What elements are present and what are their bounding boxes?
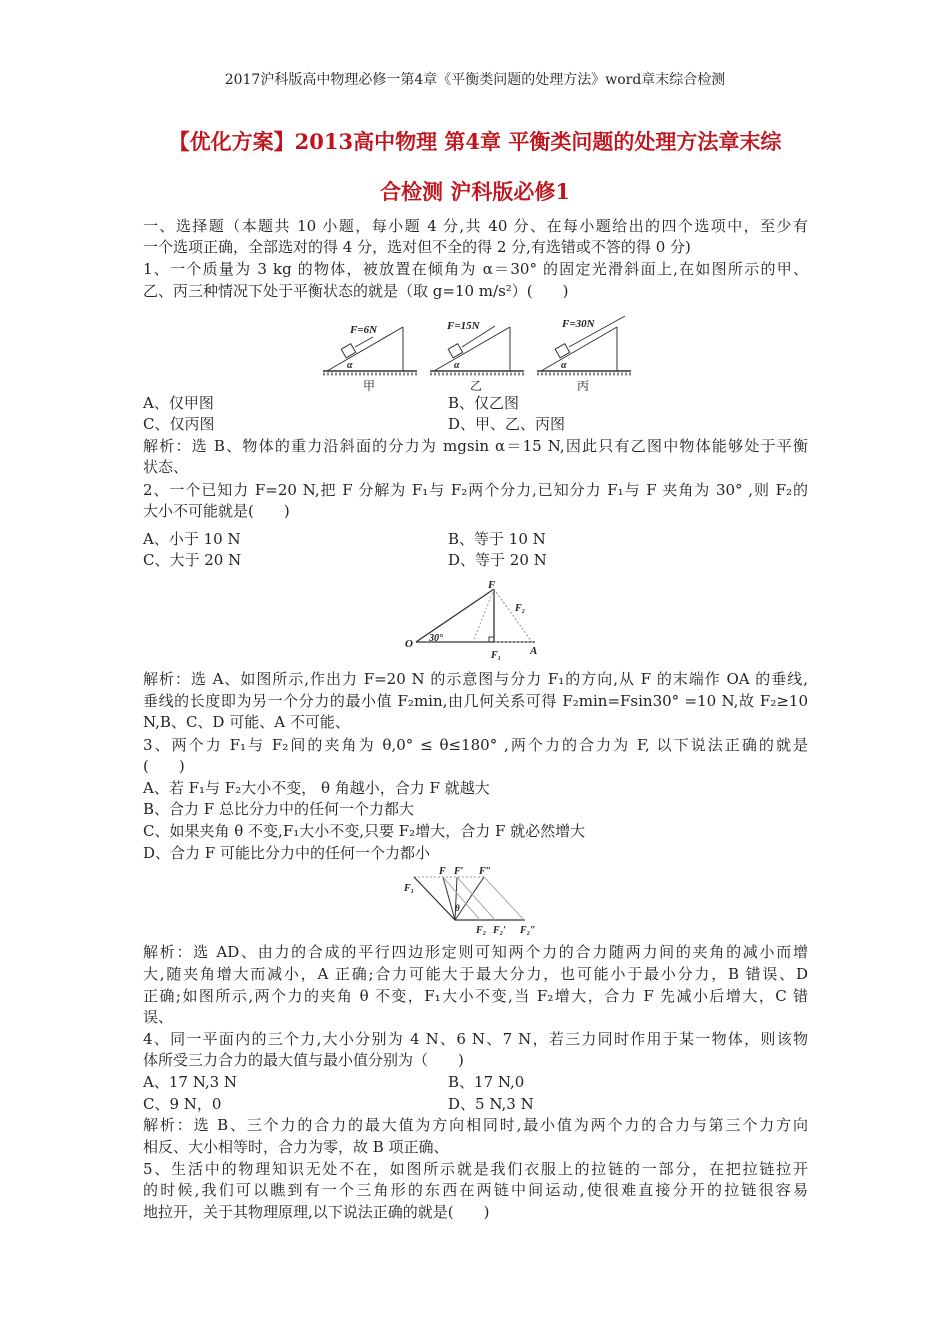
question-1-stem: 1、一个质量为 3 kg 的物体，被放置在倾角为 α＝30° 的固定光滑斜面上,在如图所示的甲、 (143, 260, 808, 278)
incline-figure-jia (323, 324, 417, 393)
label-a: A (530, 645, 538, 657)
label-f2-prime: F₂′ (493, 925, 506, 936)
question-5-stem: 的时候,我们可以瞧到有一个三角形的东西在两链中间运动,使很难直接分开的拉链很容易 (143, 1181, 808, 1199)
question-3-analysis: 解析：选 AD、由力的合成的平行四边形定则可知两个力的合力随两力间的夹角的减小而增 (143, 943, 808, 961)
option-d: D、5 N,3 N (448, 1095, 534, 1113)
question-4-analysis: 相反、大小相等时，合力为零，故 B 项正确、 (143, 1138, 449, 1156)
incline-figures (315, 310, 635, 395)
option-a: A、小于 10 N (143, 530, 241, 548)
figure-caption: 乙 (470, 379, 483, 393)
force-label: F=15N (447, 320, 480, 332)
section-intro: 一、选择题（本题共 10 小题，每小题 4 分,共 40 分、在每小题给出的四个选项中，至少有 (143, 217, 808, 235)
label-f-double-prime: F″ (479, 866, 492, 877)
label-f1: F₁ (404, 883, 415, 894)
page-header: 2017沪科版高中物理必修一第4章《平衡类问题的处理方法》word章末综合检测 (224, 72, 726, 88)
option-d: D、等于 20 N (448, 551, 547, 569)
question-1-analysis: 状态、 (143, 458, 189, 476)
parallelogram-figure (400, 860, 550, 940)
option-d: D、甲、乙、丙图 (448, 415, 566, 433)
question-4-stem: 体所受三力合力的最大值与最小值分别为（ ) (143, 1051, 464, 1069)
label-f: F (439, 866, 446, 877)
label-f2: F₂ (476, 925, 487, 936)
question-3-stem: 3、两个力 F₁与 F₂间的夹角为 θ,0° ≤ θ≤180° ,两个力的合力为 F, 以下说法正确的就是 (143, 736, 808, 754)
label-f1: F₁ (491, 650, 502, 661)
question-2-analysis: N,B、C、D 可能、A 不可能、 (143, 713, 350, 731)
option-b: B、合力 F 总比分力中的任何一个力都大 (143, 800, 414, 818)
incline-figure-bing (537, 316, 631, 393)
option-c: C、9 N，0 (143, 1095, 222, 1113)
title-line-1: 【优化方案】2013高中物理 第4章 平衡类问题的处理方法章末综 (168, 129, 782, 154)
label-o: O (405, 638, 413, 650)
question-2-analysis: 解析：选 A、如图所示,作出力 F=20 N 的示意图与分力 F₁的方向,从 F 的末端作 OA 的垂线, (143, 670, 808, 688)
angle-label: α (561, 360, 567, 371)
option-d: D、合力 F 可能比分力中的任何一个力都小 (143, 844, 430, 862)
question-2-stem: 大小不可能就是( ) (143, 502, 290, 520)
force-decomposition-figure (395, 575, 555, 665)
question-2-analysis: 垂线的长度即为另一个分力的最小值 F₂min,由几何关系可得 F₂min=Fsin30° =10 N,故 F₂≥10 (143, 692, 808, 710)
option-c: C、大于 20 N (143, 551, 242, 569)
question-3-analysis: 误、 (143, 1008, 174, 1026)
title-line-2: 合检测 沪科版必修1 (380, 179, 570, 204)
force-label: F=6N (350, 324, 378, 336)
section-intro: 一个选项正确，全部选对的得 4 分，选对但不全的得 2 分,有选错或不答的得 0 分) (143, 238, 691, 256)
angle-label: α (454, 360, 460, 371)
figure-caption: 丙 (577, 379, 590, 393)
option-a: A、若 F₁与 F₂大小不变， θ 角越小，合力 F 就越大 (143, 779, 490, 797)
question-5-stem: 地拉开，关于其物理原理,以下说法正确的就是( ) (143, 1203, 490, 1221)
option-b: B、17 N,0 (448, 1073, 525, 1091)
question-1-stem: 乙、丙三种情况下处于平衡状态的就是（取 g=10 m/s²）( ) (143, 282, 569, 300)
question-3-stem: ( ) (143, 757, 185, 775)
figure-caption: 甲 (363, 379, 376, 393)
label-f2-double-prime: F₂″ (520, 925, 536, 936)
label-f: F (488, 579, 496, 591)
question-3-analysis: 大,随夹角增大而减小，A 正确;合力可能大于最大分力，也可能小于最小分力，B 错误、D (143, 965, 808, 983)
angle-label: α (347, 360, 353, 371)
question-4-stem: 4、同一平面内的三个力,大小分别为 4 N、6 N、7 N，若三力同时作用于某一物体，则该物 (143, 1030, 808, 1048)
option-a: A、仅甲图 (143, 394, 214, 412)
option-c: C、如果夹角 θ 不变,F₁大小不变,只要 F₂增大，合力 F 就必然增大 (143, 822, 586, 840)
incline-figure-yi (430, 320, 524, 393)
question-3-analysis: 正确;如图所示,两个力的夹角 θ 不变，F₁大小不变,当 F₂增大，合力 F 先减小后增大，C 错 (143, 987, 808, 1005)
label-angle: 30° (429, 633, 443, 644)
label-f2: F₂ (515, 603, 526, 614)
question-4-analysis: 解析：选 B、三个力的合力的最大值为方向相同时,最小值为两个力的合力与第三个力方向 (143, 1116, 808, 1134)
label-f-prime: F′ (454, 866, 464, 877)
option-a: A、17 N,3 N (143, 1073, 238, 1091)
option-b: B、等于 10 N (448, 530, 546, 548)
question-2-stem: 2、一个已知力 F=20 N,把 F 分解为 F₁与 F₂两个分力,已知分力 F₁与 F 夹角为 30° ,则 F₂的 (143, 481, 808, 499)
question-1-analysis: 解析：选 B、物体的重力沿斜面的分力为 mgsin α＝15 N,因此只有乙图中物体能够处于平衡 (143, 437, 808, 455)
question-5-stem: 5、生活中的物理知识无处不在，如图所示就是我们衣服上的拉链的一部分，在把拉链拉开 (143, 1160, 808, 1178)
option-b: B、仅乙图 (448, 394, 520, 412)
force-label: F=30N (562, 318, 595, 330)
label-theta: θ (455, 903, 460, 913)
option-c: C、仅丙图 (143, 415, 215, 433)
